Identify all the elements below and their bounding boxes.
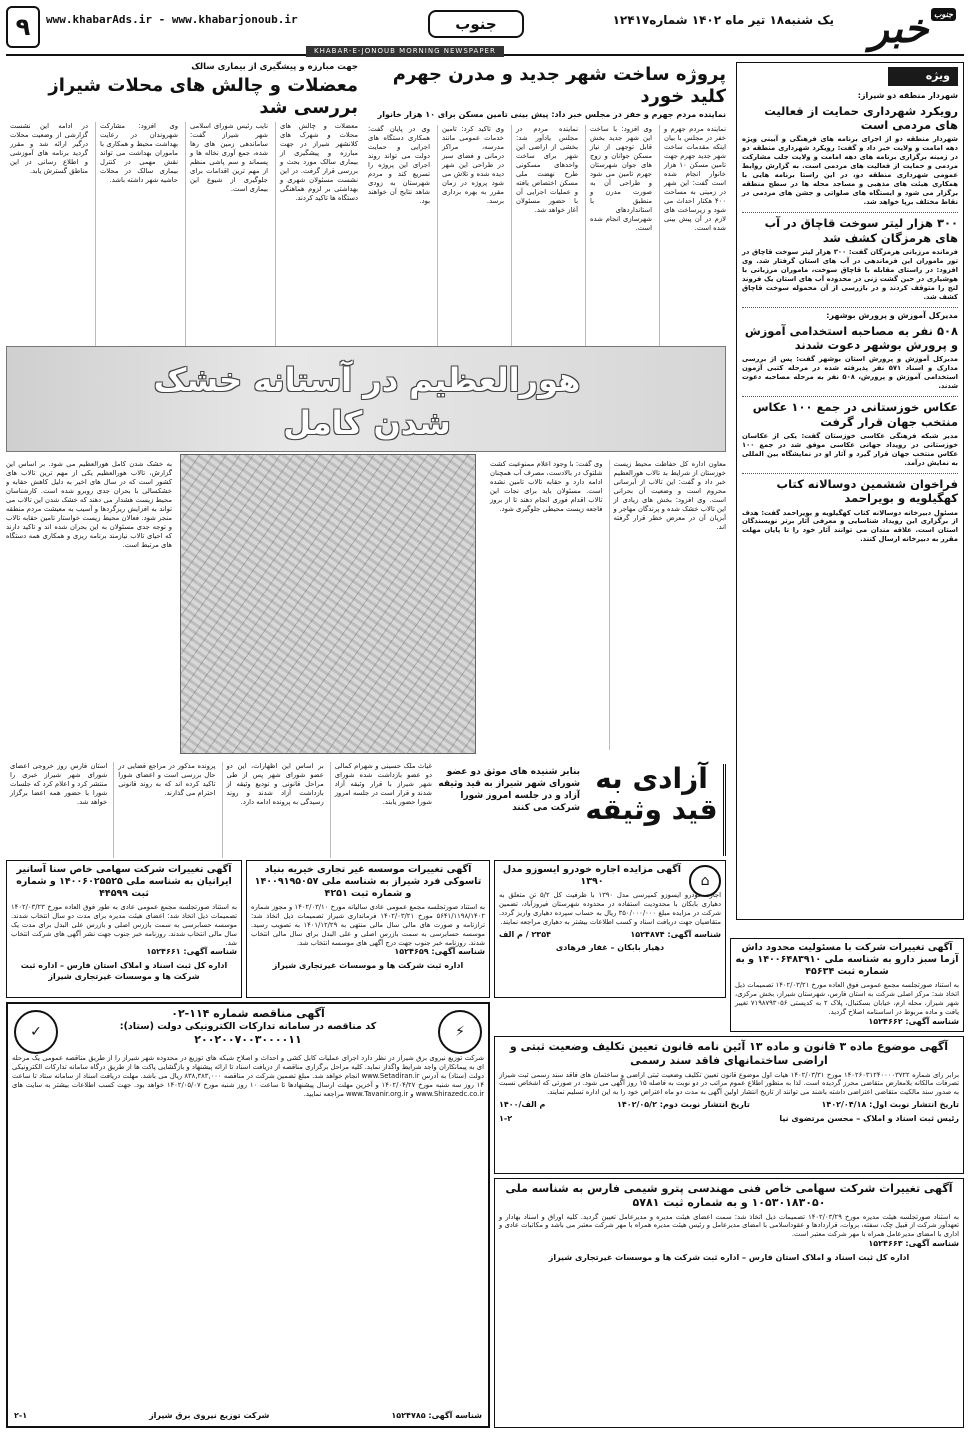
- story-columns: [364, 125, 726, 353]
- ad-code: شناسه آگهی: ۱۵۲۴۷۸۵: [391, 1411, 482, 1421]
- page-number: ۹: [6, 6, 40, 48]
- hoor-banner: [6, 346, 726, 452]
- news-item: [742, 400, 958, 468]
- ad-signer: دهیار بابکان – غفار فرهادی: [555, 943, 665, 953]
- news-text: مدیر شبکه فرهنگی عکاسی خوزستان گفت: یکی از عکاسان خوزستانی در رویداد جهانی عکاسی موفق شد در جمع ۱۰۰ عکاس منتخب جهان قرار گیرد و آثار او در نمایشگاه بین المللی به نمایش درآمد.: [742, 431, 958, 467]
- ad-footer: [735, 1030, 959, 1032]
- ad-body: به استناد صورتجلسه مجمع عمومی عادی سالیانه مورخ ۱۴۰۲/۰۳/۱۰ و مجوز شماره ۵۶۴۱/۱۱۹۸/۱۴۰۲ مورخ ۱۴۰۲/۰۳/۲۱ فرمانداری شیراز تصمیمات ذیل اتخاذ شد: ترازنامه و صورت های مالی سال مالی منتهی به ۱۴۰۱/۱۲/۲۹ به تصویب رسید. موسسه حسابرسی به سمت بازرس اصلی و علی البدل برای سال مالی انتخاب شدند. روزنامه خبر جنوب جهت درج آگهی های موسسه انتخاب شد.: [251, 902, 486, 947]
- news-headline: ۵۰۸ نفر به مصاحبه استخدامی آموزش و پرورش بوشهر دعوت شدند: [744, 323, 958, 352]
- ad-body: اجاره خودرو ایسوزو کمپرسی مدل ۱۳۹۰ با ظرفیت کل ۵/۲ تن متعلق به دهیاری بابکان با محدودیت استفاده در محدوده شهرستان فیروزآباد، تضمین شرکت در مزایده مبلغ ۳۵۰/۰۰۰/۰۰۰ ریال به حساب سپرده دهیاری واریز گردد. متقاضیان جهت دریافت اسناد و کسب اطلاعات بیشتر به دهیاری مراجعه نمایند.: [499, 890, 721, 926]
- story-headline: پروژه ساخت شهر جدید و مدرن جهرم کلید خورد: [392, 64, 726, 107]
- ad-signer: رئیس ثبت اسناد و املاک – محسن مرتضوی نیا: [779, 1114, 959, 1124]
- ad-signer-row: [499, 1114, 959, 1125]
- ad-car-rental-auction: [494, 860, 726, 998]
- story-column: معاون اداره کل حفاظت محیط زیست خوزستان از شرایط بد تالاب هورالعظیم خبر داد و گفت: این تالاب از آبرسانی محروم است و وضعیت آن بحرانی است. وی افزود: بخش های زیادی از این تالاب خشک شده و پرندگان مهاجر و آبزیان آن در معرض خطر قرار گرفته اند.: [609, 460, 727, 750]
- dry-wetland-photo: [180, 454, 476, 754]
- website-urls[interactable]: www.khabarAds.ir - www.khabarjonoub.ir: [46, 13, 298, 26]
- news-text: مسئول دبیرخانه دوسالانه کتاب کهگیلویه و بویراحمد گفت: هدف از برگزاری این رویداد شناسایی و معرفی آثار برتر نویسندگان استان است. علاقه مندان می توانند آثار خود را تا پایان مهلت مقرر به دبیرخانه ارسال کنند.: [742, 508, 958, 544]
- news-headline: ۳۰۰ هزار لیتر سوخت قاچاق در آب های هرمزگان کشف شد: [764, 216, 958, 245]
- ad-round: ۱-۲: [499, 1114, 513, 1124]
- news-headline: رویکرد شهرداری حمایت از فعالیت های مردمی است: [764, 103, 958, 133]
- story-columns: [6, 122, 358, 350]
- ad-petrochemical-company: [494, 1178, 964, 1428]
- story-column: وی گفت: با وجود اعلام ممنوعیت کشت شلتوک در بالادست، مصرف آب همچنان ادامه دارد و حقابه تالاب تامین نشده است. مسئولان باید برای نجات این تالاب اقدام فوری انجام دهند تا از بروز فاجعه زیست محیطی جلوگیری شود.: [490, 460, 603, 514]
- news-item: [742, 477, 958, 545]
- azadi-columns: [6, 762, 432, 858]
- story-headline: معضلات و چالش های محلات شیراز بررسی شد: [48, 75, 358, 119]
- story-column: وی افزود: با ساخت این شهر جدید بخش قابل توجهی از نیاز مسکن جوانان و زوج های جوان شهرستان جهرم تامین می شود و طراحی آن به صورت مدرن و منطبق با استانداردهای شهرسازی انجام شده است.: [585, 125, 652, 353]
- story-column: وی افزود: مشارکت شهروندان در رعایت بهداشت محیط و همکاری با ماموران بهداشت می تواند نقش مهمی در کنترل بیماری سالک در محلات حاشیه شهر داشته باشد.: [95, 122, 178, 350]
- ad-code: شناسه آگهی: ۱۵۲۴۸۷۴: [630, 929, 721, 939]
- divider: [742, 212, 958, 213]
- story-shiraz-salak: [6, 62, 358, 340]
- ad-code: شناسه آگهی: ۱۵۲۴۶۶۲: [868, 1016, 959, 1026]
- ad-body: به استناد صورتجلسه مجمع عمومی عادی به طور فوق العاده مورخ ۱۴۰۲/۰۳/۲۳ تصمیمات ذیل اتخاذ شد: اعضای هیئت مدیره برای مدت دو سال انتخاب شدند. موسسه حسابرسی به سمت بازرس اصلی و بازرس علی البدل برای مدت یک سال مالی انتخاب شدند. روزنامه خبر جنوب جهت نشر آگهی های شرکت انتخاب شد.: [11, 902, 237, 947]
- special-label: ویژه: [888, 67, 958, 86]
- news-text: فرمانده مرزبانی هرمزگان گفت: ۳۰۰ هزار لیتر سوخت قاچاق در تور ماموران این فرماندهی در آب های استان گرفتار شد. وی افزود: در راستای مقابله با قاچاق سوخت، ماموران مرزبانی با هوشیاری در حین گشت زنی در محدوده آب های استان یک فروند لنج را متوقف کردند و در بازرسی از آن محموله سوخت قاچاق کشف شد.: [742, 247, 959, 301]
- ad-title: آگهی تغییرات شرکت سهامی خاص فنی مهندسی پترو شیمی فارس به شناسه ملی ۱۰۵۳۰۱۸۳۰۵۰ و به شماره ثبت ۵۷۸۱: [505, 1182, 953, 1209]
- ad-body: به استناد صورتجلسه هیئت مدیره مورخ ۱۴۰۲/۰۳/۲۹ تصمیمات ذیل اتخاذ شد: سمت اعضای هیئت مدیره و مدیرعامل تعیین گردید. کلیه اوراق و اسناد بهادار و تعهدآور شرکت از قبیل چک، سفته، بروات، قراردادها و عقوداسلامی با امضای مدیرعامل و رئیس هیئت مدیره همراه با مهر شرکت معتبر می باشد و مکاتبات عادی و اداری با امضای مدیرعامل همراه با مهر شرکت معتبر است.: [499, 1212, 959, 1239]
- news-headline: فراخوان ششمین دوسالانه کتاب کهگیلویه و بویراحمد: [776, 476, 958, 506]
- ad-id: ۲۳۵۴ / م الف: [499, 929, 551, 939]
- ad-title: آگهی موضوع ماده ۳ قانون و ماده ۱۳ آئین نامه قانون تعیین تکلیف وضعیت ثبتی و اراضی ساختمانهای فاقد سند رسمی: [509, 1040, 949, 1067]
- ad-mark: م الف/۱۴۰۰: [499, 1100, 546, 1110]
- story-column: وی در پایان گفت: همکاری دستگاه های اجرایی و حمایت دولت می تواند روند اجرای این پروژه را تسریع کند و مردم شهرستان به زودی شاهد نتایج آن خواهند بود.: [368, 124, 430, 206]
- story-column: غیاث ملک حسینی و شهرام کمالی دو عضو بازداشت شده شورای شهر شیراز با قرار وثیقه آزاد شدند و قرار است در جلسه امروز شورا حضور یابند.: [330, 762, 432, 858]
- ad-footer-row: [14, 1411, 482, 1422]
- ad-body: برابر رای شماره ۱۴۰۲۶۰۳۱۲۴۰۰۰۰۳۷۲۲ مورخ ۱۴۰۲/۰۳/۳۱ هیات اول موضوع قانون تعیین تکلیف وضعیت ثبتی اراضی و ساختمان های فاقد سند رسمی ثبت شیراز تصرفات مالکانه بلامعارض متقاضی محرز گردیده است. لذا به منظور اطلاع عموم مراتب در دو نوبت به فاصله ۱۵ روز آگهی می شود. در صورتی که اشخاص نسبت به صدور سند مالکیت متقاضی اعتراضی داشته باشند می توانند از تاریخ انتشار اولین آگهی به مدت دو ماه اعتراض خود را به این اداره تسلیم نمایند.: [499, 1070, 959, 1097]
- ad-footer-row: [499, 930, 721, 941]
- ad-code: شناسه آگهی: ۱۵۲۴۶۵۹: [394, 947, 485, 957]
- logo-sub: جنوب: [931, 8, 956, 21]
- story-kicker: جهت مبارزه و پیشگیری از بیماری سالک: [191, 62, 358, 72]
- news-text: مدیرکل آموزش و پرورش استان بوشهر گفت: پس از بررسی مدارک و اسناد ۵۷۱ نفر پذیرفته شده در مرحله کتبی آزمون استخدامی آموزش و پرورش، ۵۰۸ نفر به مرحله مصاحبه دعوت شدند.: [742, 355, 958, 391]
- iso-logo-icon: ✓: [14, 1010, 58, 1054]
- ad-land-registration-law: [494, 1036, 964, 1174]
- story-column: پرونده مذکور در مراجع قضایی در حال بررسی است و اعضای شورا تاکید کرده اند که به روند قانونی احترام می گذارند.: [113, 762, 215, 858]
- ad-title: آگهی تغییرات شرکت با مسئولیت محدود داش آزما سبز دارو به شناسه ملی ۱۴۰۰۶۴۸۳۹۱۰ و به شماره ثبت ۴۵۶۳۴: [735, 942, 959, 977]
- masthead: [6, 2, 964, 56]
- story-column: معضلات و چالش های محلات و شهرک های کلانشهر شیراز در جهت مبارزه و پیشگیری از بیماری سالک مورد بحث و بررسی قرار گرفت. در این نشست مسئولان شهری و بهداشتی بر لزوم هماهنگی دستگاه ها تاکید کردند.: [275, 122, 358, 350]
- tavanir-logo-icon: ⚡: [438, 1010, 482, 1054]
- tender-code: ۲۰۰۲۰۰۷۰۰۳۰۰۰۰۱۱: [194, 1032, 302, 1046]
- divider: [742, 307, 958, 308]
- issue-date: یک شنبه۱۸ تیر ماه ۱۴۰۲ شماره۱۲۴۱۷: [612, 13, 834, 27]
- azadi-title: آزادی به قید وثیقه: [584, 764, 726, 856]
- news-item: [742, 216, 958, 302]
- logo-text: خبر: [869, 5, 929, 52]
- newspaper-logo: [840, 4, 958, 54]
- news-kicker: مدیرکل آموزش و پرورش بوشهر:: [826, 310, 958, 320]
- ad-code: شناسه آگهی: ۱۵۲۴۶۶۱: [146, 947, 237, 957]
- news-kicker: شهردار منطقه دو شیراز:: [857, 90, 958, 100]
- ad-title: آگهی تغییرات موسسه غیر تجاری خیریه بنیاد تاسوکی فرد شیراز به شناسه ملی ۱۴۰۰۹۱۹۵۰۵۷ و شماره ثبت ۴۲۵۱: [254, 864, 482, 899]
- hoor-left-text: به خشک شدن کامل هورالعظیم می شود. بر اساس این گزارش، تالاب هورالعظیم یکی از مهم ترین تالاب های کشور است که در سال های اخیر به دلیل کاهش حقابه و خشکسالی با بحران جدی روبرو شده است. کارشناسان محیط زیست هشدار می دهند که خشک شدن این تالاب می تواند به افزایش ریزگردها و آسیب به معیشت مردم منطقه منجر شود. فعالان محیط زیست خواستار تامین حقابه تالاب و توجه جدی مسئولان به این بحران شده اند و تاکید دارند که احیای تالاب نیازمند برنامه ریزی و همکاری همه دستگاه های مرتبط است.: [6, 460, 172, 550]
- ad-round: ۲-۱: [14, 1411, 28, 1421]
- ad-date-second: تاریخ انتشار نوبت دوم: ۱۴۰۲/۰۵/۲: [616, 1100, 750, 1110]
- story-column: استان فارس روز خروجی اعضای شورای شهر شیراز خبری را منتشر کرد و اعلام کرد که جلسات شورا با حضور همه اعضا برگزار خواهد شد.: [10, 762, 108, 807]
- ad-tender-electricity: [6, 1002, 490, 1428]
- ad-dates-row: [499, 1100, 959, 1111]
- divider: [742, 396, 958, 397]
- azadi-headline: بنابر شنیده های موثق دو عضو شورای شهر شیراز به قید وثیقه آزاد و در جلسه امروز شورا شرکت می کنند: [438, 767, 580, 814]
- ad-footer: اداره کل ثبت اسناد و املاک استان فارس – اداره ثبت شرکت ها و موسسات غیرتجاری شیراز: [548, 1253, 910, 1263]
- village-emblem-icon: ⌂: [689, 865, 721, 897]
- divider: [742, 473, 958, 474]
- ad-title: آگهی مزایده اجاره خودرو ایسوزو مدل ۱۳۹۰: [502, 864, 682, 887]
- news-text: شهردار منطقه دو از اجرای برنامه های فرهنگی و آیینی ویژه دهه امامت و ولایت خبر داد و گفت: رویکرد شهرداری منطقه دو در زمینه برگزاری برنامه های دهه امامت و ولایت جلب مشارکت مردمی و حمایت از فعالیت های مردمی است. به گزارش روابط عمومی شهرداری منطقه دو، در این راستا برنامه هایی با همکاری هیئت های مذهبی و مساجد محله ها در سطح منطقه برگزار می شود و ایستگاه های صلواتی و جشن های مردمی در نقاط مختلف برپا خواهد شد.: [742, 135, 958, 207]
- ad-sana-company: [6, 860, 242, 998]
- hoor-right-columns: [486, 460, 726, 750]
- ad-charity-foundation: [246, 860, 490, 998]
- ad-title: آگهی مناقصه شماره ۱۱۴-۰۲: [171, 1007, 325, 1020]
- ad-code: شناسه آگهی: ۱۵۲۴۶۶۳: [868, 1239, 959, 1249]
- story-jahrom-city: [364, 62, 726, 340]
- ad-subtitle: کد مناقصه در سامانه تدارکات الکترونیکی دولت (ستاد):: [119, 1020, 377, 1032]
- ad-title: آگهی تغییرات شرکت سهامی خاص سنا آسانیر ایرانیان به شناسه ملی ۱۴۰۰۶۰۲۵۵۲۵ و شماره ثبت ۴۴۵۹۹: [16, 864, 232, 899]
- ad-footer: اداره ثبت شرکت ها و موسسات غیرتجاری شیراز: [272, 961, 464, 971]
- news-item: [742, 91, 958, 207]
- english-name: KHABAR-E-JONOUB MORNING NEWSPAPER: [306, 46, 504, 57]
- news-item: [742, 311, 958, 391]
- story-column: بر اساس این اظهارات، این دو عضو شورای شهر پس از طی مراحل قانونی و تودیع وثیقه از بازداشت آزاد شدند و روند رسیدگی به پرونده ادامه دارد.: [222, 762, 324, 858]
- ad-dash-azma-company: [730, 938, 964, 1032]
- ad-footer: اداره کل ثبت اسناد و املاک استان فارس – اداره ثبت شرکت ها و موسسات غیرتجاری شیراز: [20, 961, 228, 982]
- ad-body: شرکت توزیع نیروی برق شیراز در نظر دارد اجرای عملیات کابل کشی و احداث و اصلاح شبکه های توزیع در محدوده شهر شیراز را از طریق مناقصه عمومی یک مرحله ای به پیمانکاران واجد شرایط واگذار نماید. کلیه مراحل برگزاری مناقصه از دریافت اسناد تا ارائه پیشنهاد و بازگشایی پاکت ها از طریق درگاه سامانه تدارکات الکترونیکی دولت (ستاد) به آدرس www.Setadiran.ir انجام خواهد شد. مبلغ تضمین شرکت در مناقصه ۸۳۸,۳۸۳,۰۰۰ ریال می باشد. مهلت دریافت اسناد از سامانه ستاد تا ساعت ۱۴ روز سه شنبه مورخ ۱۴۰۲/۰۴/۲۷ و آخرین مهلت ارسال پیشنهادها تا ساعت ۱۰ روز شنبه مورخ ۱۴۰۲/۰۵/۰۷ خواهد بود. جهت کسب اطلاعات بیشتر به سایت های www.Shirazedc.co.ir و www.Tavanir.org.ir مراجعه نمایید.: [12, 1054, 484, 1099]
- ad-body: به استناد صورتجلسه مجمع عمومی فوق العاده مورخ ۱۴۰۲/۰۳/۲۱ تصمیمات ذیل اتخاذ شد: مرکز اصلی شرکت به استان فارس، شهرستان شیراز، بخش مرکزی، شهر شیراز، محله ارم، خیابان بسکتبال، پلاک ۲ به کدپستی ۷۱۹۸۷۹۳۰۵۶ تغییر یافت و ماده مربوط در اساسنامه اصلاح گردید.: [735, 980, 959, 1016]
- section-title: جنوب: [428, 10, 524, 38]
- story-column: نماینده مردم در مجلس یادآور شد: بخشی از اراضی این شهر برای ساخت واحدهای مسکونی طرح نهضت ملی مسکن اختصاص یافته و عملیات اجرایی آن با حضور مسئولان آغاز خواهد شد.: [511, 125, 578, 353]
- story-column: نایب رئیس شورای اسلامی شهر شیراز گفت: ساماندهی زمین های رها شده، جمع آوری نخاله ها و پسماند و سم پاشی منظم از مهم ترین اقدامات برای جلوگیری از شیوع این بیماری است.: [185, 122, 268, 350]
- story-column: در ادامه این نشست گزارشی از وضعیت محلات درگیر ارائه شد و مقرر گردید برنامه های آموزشی و اطلاع رسانی در این مناطق گسترش یابد.: [10, 121, 88, 175]
- right-news-column: [736, 62, 964, 920]
- story-column: وی تاکید کرد: تامین خدمات عمومی مانند مدرسه، مراکز درمانی و فضای سبز در طراحی این شهر دیده شده و تلاش می شود پروژه در زمان مقرر به بهره برداری برسد.: [437, 125, 504, 353]
- story-column: نماینده مردم جهرم و خفر در مجلس با بیان اینکه مقدمات ساخت شهر جدید جهرم جهت تامین مسکن ۱۰ هزار خانوار انجام شده است گفت: این شهر در زمینی به مساحت ۴۰۰ هکتار احداث می شود و زیرساخت های لازم در آن پیش بینی شده است.: [659, 125, 726, 353]
- news-headline: عکاس خوزستانی در جمع ۱۰۰ عکاس منتخب جهان قرار گرفت: [752, 400, 958, 429]
- story-subhead: نماینده مردم جهرم و خفر در مجلس خبر داد: پیش بینی تامین مسکن برای ۱۰ هزار خانوار: [377, 110, 726, 120]
- hoor-headline: هورالعظیم در آستانه خشک شدن کامل: [153, 361, 581, 443]
- ad-date-first: تاریخ انتشار نوبت اول: ۱۴۰۲/۰۴/۱۸: [821, 1100, 959, 1110]
- ad-company: شرکت توزیع نیروی برق شیراز: [149, 1411, 270, 1421]
